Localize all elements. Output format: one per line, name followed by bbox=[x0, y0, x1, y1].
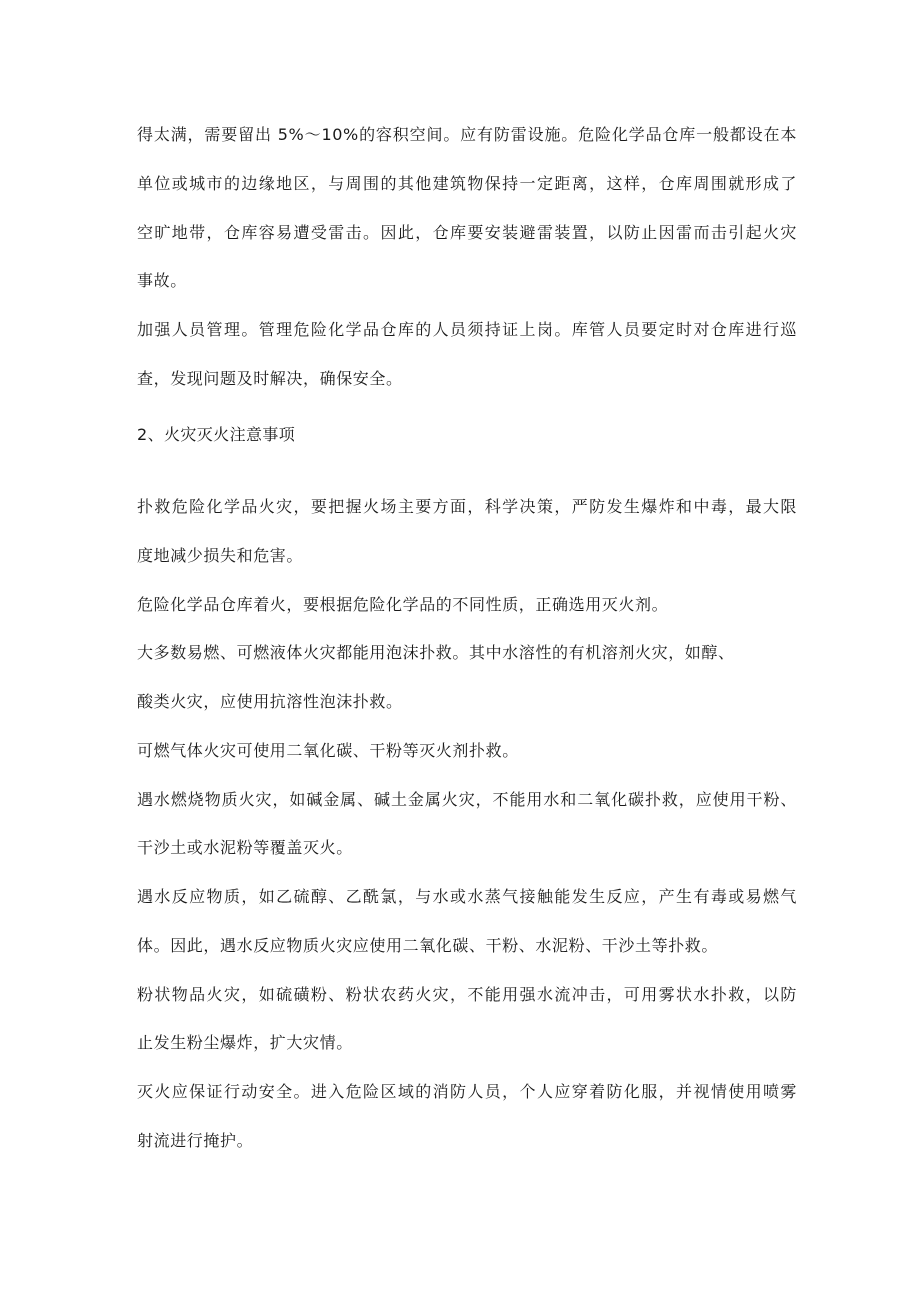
paragraph-2-line-2: 查，发现问题及时解决，确保安全。 bbox=[137, 369, 403, 388]
paragraph-8-line-2: 体。因此，遇水反应物质火灾应使用二氧化碳、干粉、水泥粉、干沙土等扑救。 bbox=[137, 936, 719, 955]
paragraph-3-line-2: 度地减少损失和危害。 bbox=[137, 546, 304, 565]
paragraph-4-line-1: 危险化学品仓库着火，要根据危险化学品的不同性质，正确选用灭火剂。 bbox=[137, 595, 669, 614]
paragraph-10-line-1: 灭火应保证行动安全。进入危险区域的消防人员，个人应穿着防化服，并视情使用喷雾 bbox=[137, 1082, 797, 1101]
paragraph-7-line-1: 遇水燃烧物质火灾，如碱金属、碱土金属火灾，不能用水和二氧化碳扑救，应使用干粉、 bbox=[137, 790, 797, 809]
paragraph-10-line-2: 射流进行掩护。 bbox=[137, 1131, 254, 1150]
paragraph-6-line-1: 可燃气体火灾可使用二氧化碳、干粉等灭火剂扑救。 bbox=[137, 741, 519, 760]
paragraph-9-line-1: 粉状物品火灾，如硫磺粉、粉状农药火灾，不能用强水流冲击，可用雾状水扑救，以防 bbox=[137, 985, 797, 1004]
paragraph-9-line-2: 止发生粉尘爆炸，扩大灾情。 bbox=[137, 1033, 353, 1052]
paragraph-3-line-1: 扑救危险化学品火灾，要把握火场主要方面，科学决策，严防发生爆炸和中毒，最大限 bbox=[137, 497, 797, 516]
paragraph-1-line-4: 事故。 bbox=[137, 271, 187, 290]
paragraph-5-line-2: 酸类火灾，应使用抗溶性泡沫扑救。 bbox=[137, 692, 403, 711]
paragraph-5-line-1: 大多数易燃、可燃液体火灾都能用泡沫扑救。其中水溶性的有机溶剂火灾，如醇、 bbox=[137, 643, 735, 662]
paragraph-7-line-2: 干沙土或水泥粉等覆盖灭火。 bbox=[137, 838, 353, 857]
paragraph-1-line-2: 单位或城市的边缘地区，与周围的其他建筑物保持一定距离，这样，仓库周围就形成了 bbox=[137, 174, 797, 193]
paragraph-1-line-1: 得太满，需要留出 5%～10%的容积空间。应有防雷设施。危险化学品仓库一般都设在本 bbox=[137, 125, 797, 144]
paragraph-1-line-3: 空旷地带，仓库容易遭受雷击。因此，仓库要安装避雷装置，以防止因雷而击引起火灾 bbox=[137, 223, 797, 242]
section-heading: 2、火灾灭火注意事项 bbox=[137, 425, 296, 444]
paragraph-2-line-1: 加强人员管理。管理危险化学品仓库的人员须持证上岗。库管人员要定时对仓库进行巡 bbox=[137, 320, 797, 339]
paragraph-8-line-1: 遇水反应物质，如乙硫醇、乙酰氯，与水或水蒸气接触能发生反应，产生有毒或易燃气 bbox=[137, 887, 797, 906]
